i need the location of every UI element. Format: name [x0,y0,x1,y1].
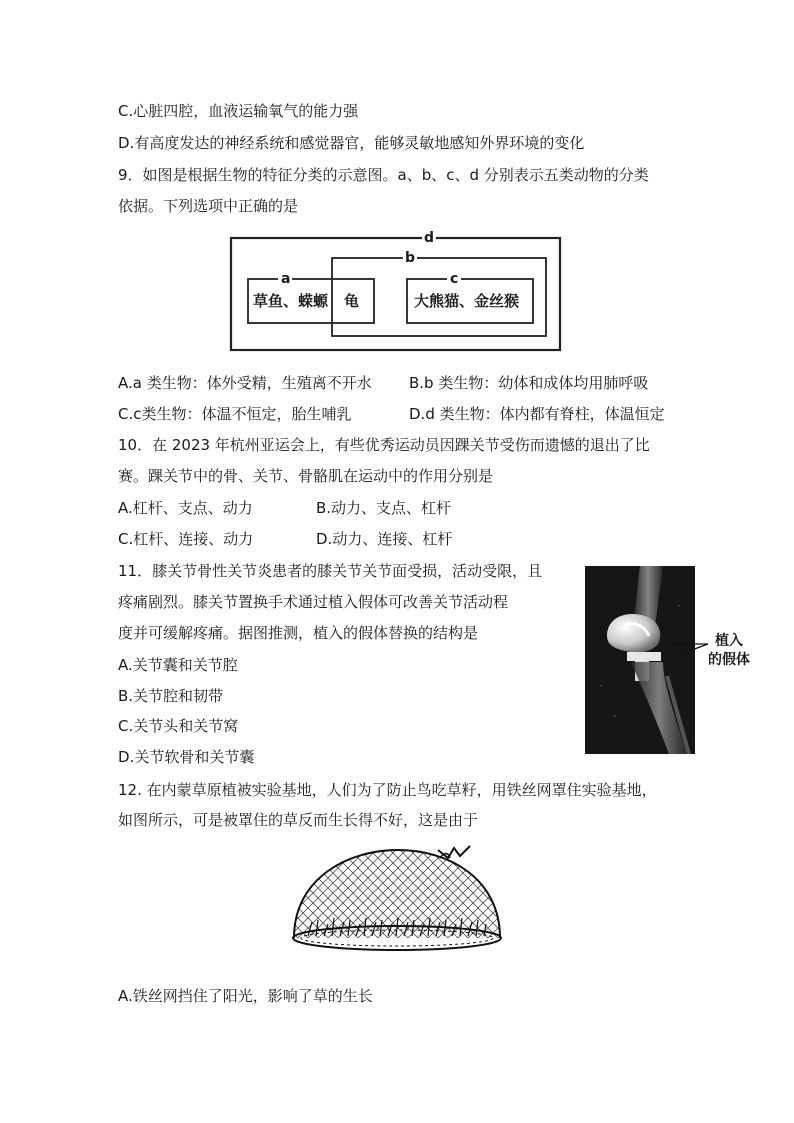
q11-option-a: A.关节囊和关节腔 [118,656,238,674]
q11-option-c: C.关节头和关节窝 [118,717,239,735]
q9-stem-line2: 依据。下列选项中正确的是 [118,197,299,215]
diagram-label-d: d [424,230,435,246]
xray-pointer-lines [670,640,710,670]
xray-label-line1: 植入 [715,633,743,649]
q10-option-c: C.杠杆、连接、动力 [118,530,254,548]
q10-option-d: D.动力、连接、杠杆 [316,530,453,548]
q11-stem-line2: 疼痛剧烈。膝关节置换手术通过植入假体可改善关节活动程 [118,593,509,611]
q12-option-a: A.铁丝网挡住了阳光，影响了草的生长 [118,987,373,1005]
q9-stem-line1: 9．如图是根据生物的特征分类的示意图。a、b、c、d 分别表示五类动物的分类 [118,166,649,184]
q11-stem-line3: 度并可缓解疼痛。据图推测，植入的假体替换的结构是 [118,624,479,642]
q12-stem-line1: 12. 在内蒙草原植被实验基地，人们为了防止鸟吃草籽，用铁丝网罩住实验基地， [118,781,657,799]
q10-stem-line2: 赛。踝关节中的骨、关节、骨骼肌在运动中的作用分别是 [118,467,494,485]
wire-mesh-dome-graphic [288,838,506,968]
diagram-box-c-text: 大熊猫、金丝猴 [414,292,520,310]
q9-option-b: B.b 类生物：幼体和成体均用肺呼吸 [409,374,649,392]
classification-diagram [228,232,564,354]
xray-label [708,632,750,670]
diagram-box-a-text: 草鱼、蝾螈 [253,292,329,310]
q10-option-a: A.杠杆、支点、动力 [118,499,253,517]
xray-label-line2: 的假体 [708,652,750,668]
q11-stem-line1: 11．膝关节骨性关节炎患者的膝关节关节面受损，活动受限，且 [118,562,543,580]
q8-option-c: C.心脏四腔，血液运输氧气的能力强 [118,102,359,120]
q11-option-b: B.关节腔和韧带 [118,687,224,705]
q11-option-d: D.关节软骨和关节囊 [118,748,255,766]
diagram-label-a: a [281,271,291,287]
diagram-label-b: b [405,250,416,266]
q10-stem-line1: 10．在 2023 年杭州亚运会上，有些优秀运动员因踝关节受伤而遗憾的退出了比 [118,436,650,454]
diagram-turtle-text: 龟 [344,292,360,310]
q10-option-b: B.动力、支点、杠杆 [316,499,452,517]
q9-option-c: C.c类生物：体温不恒定，胎生哺乳 [118,405,352,423]
q12-stem-line2: 如图所示，可是被罩住的草反而生长得不好，这是由于 [118,811,479,829]
diagram-label-c: c [450,271,459,287]
q8-option-d: D.有高度发达的神经系统和感觉器官，能够灵敏地感知外界环境的变化 [118,134,585,152]
wire-mesh-dome-image [288,838,506,968]
q9-option-d: D.d 类生物：体内都有脊柱，体温恒定 [409,405,665,423]
q9-option-a: A.a 类生物：体外受精，生殖离不开水 [118,374,372,392]
